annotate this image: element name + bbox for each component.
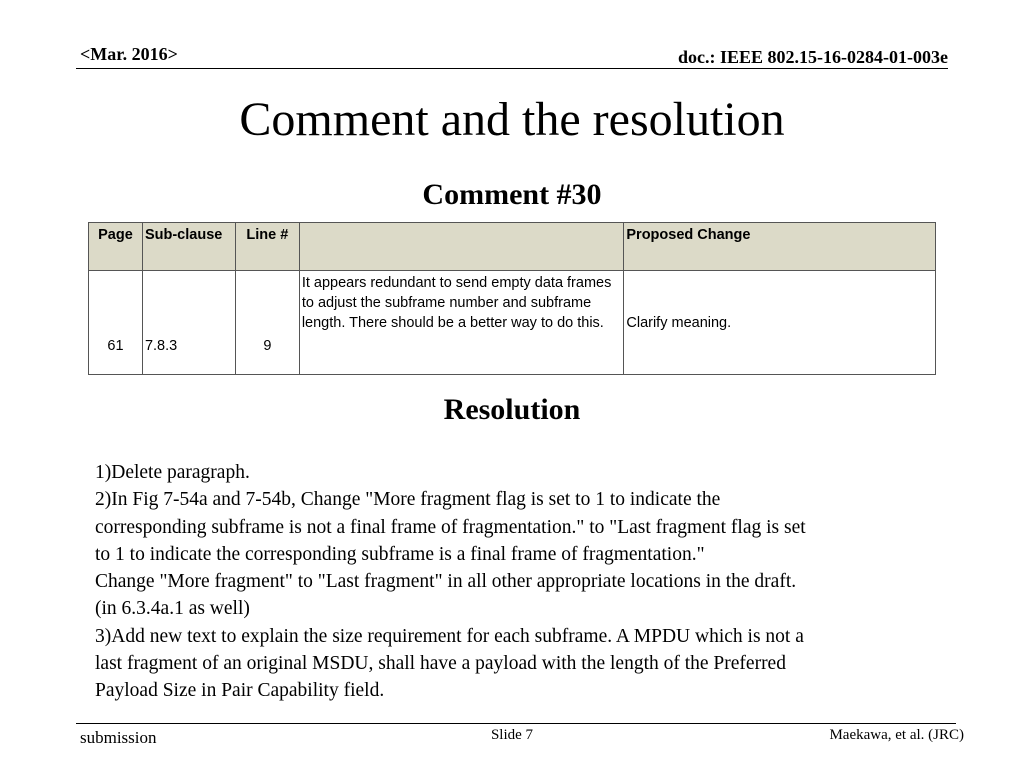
- resolution-body: [95, 459, 945, 705]
- header-comment: [299, 223, 624, 271]
- resolution-line: corresponding subframe is not a final frame of fragmentation." to "Last fragment flag is set: [95, 516, 806, 538]
- slide-title: Comment and the resolution: [239, 93, 785, 146]
- resolution-line: Payload Size in Pair Capability field.: [95, 680, 385, 702]
- resolution-line: Change "More fragment" to "Last fragment" in all other appropriate locations in the draft.: [95, 571, 797, 593]
- header-page: Page: [89, 223, 143, 271]
- cell-proposed-change: Clarify meaning.: [624, 271, 936, 375]
- comment-heading: Comment #30: [422, 178, 602, 211]
- comment-table: [88, 222, 936, 375]
- resolution-line: (in 6.3.4a.1 as well): [95, 598, 250, 620]
- footer-submission: submission: [80, 728, 157, 747]
- header-date: <Mar. 2016>: [80, 44, 178, 64]
- table-row: [89, 271, 936, 375]
- resolution-line: 2)In Fig 7-54a and 7-54b, Change "More fragment flag is set to 1 to indicate the: [95, 489, 721, 511]
- footer-authors: Maekawa, et al. (JRC): [829, 727, 964, 743]
- resolution-line: to 1 to indicate the corresponding subframe is a final frame of fragmentation.": [95, 543, 705, 565]
- cell-line: 9: [235, 271, 299, 375]
- resolution-line: last fragment of an original MSDU, shall have a payload with the length of the Preferred: [95, 653, 786, 675]
- cell-comment: It appears redundant to send empty data frames to adjust the subframe number and subframe length. There should be a better way to do this.: [299, 271, 624, 375]
- header-divider: [76, 68, 948, 69]
- header-proposed-change: Proposed Change: [624, 223, 936, 271]
- header-subclause: Sub-clause: [142, 223, 235, 271]
- cell-page: 61: [89, 271, 143, 375]
- table-header-row: [89, 223, 936, 271]
- resolution-heading: Resolution: [443, 393, 581, 426]
- header-line: Line #: [235, 223, 299, 271]
- header-doc-id: doc.: IEEE 802.15-16-0284-01-003e: [678, 47, 948, 67]
- footer-divider: [76, 723, 956, 724]
- resolution-line: 1)Delete paragraph.: [95, 462, 250, 483]
- cell-subclause: 7.8.3: [142, 271, 235, 375]
- resolution-line: 3)Add new text to explain the size requirement for each subframe. A MPDU which is not a: [95, 625, 804, 647]
- slide-number: Slide 7: [490, 727, 534, 743]
